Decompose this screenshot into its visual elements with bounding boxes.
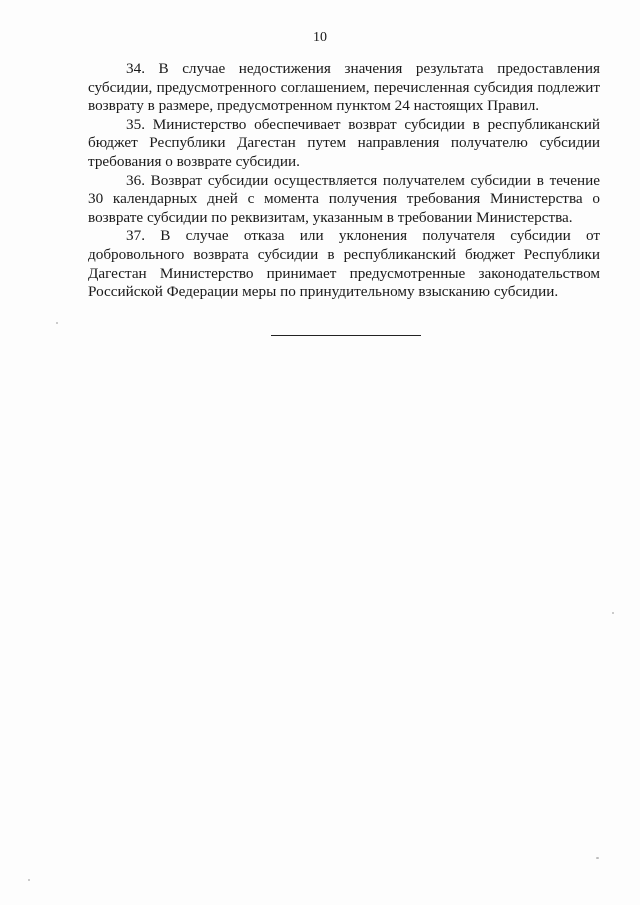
page-number: 10	[313, 30, 327, 45]
scan-speck	[56, 322, 58, 324]
paragraph-34: 34. В случае недостижения значения результата предоставления субсидии, предусмотренного соглашением, перечисленная субсидия подлежит возврату в размере, предусмотренном пунктом 24 настоящих Правил.	[88, 60, 600, 115]
end-of-text-divider	[271, 335, 421, 336]
paragraph-37: 37. В случае отказа или уклонения получателя субсидии от добровольного возврата субсидии в республиканский бюджет Республики Дагестан Министерство принимает предусмотренные законодательством Российской Федерации меры по принудительному взысканию субсидии.	[88, 227, 600, 301]
scan-speck	[28, 879, 30, 881]
document-body	[88, 60, 600, 302]
scan-speck	[596, 857, 599, 859]
paragraph-36: 36. Возврат субсидии осуществляется получателем субсидии в течение 30 календарных дней с момента получения требования Министерства о возврате субсидии по реквизитам, указанным в требовании Министерства.	[88, 171, 600, 226]
paragraph-35: 35. Министерство обеспечивает возврат субсидии в республиканский бюджет Республики Дагестан путем направления получателю субсидии требования о возврате субсидии.	[88, 115, 600, 170]
scan-speck	[612, 612, 614, 614]
